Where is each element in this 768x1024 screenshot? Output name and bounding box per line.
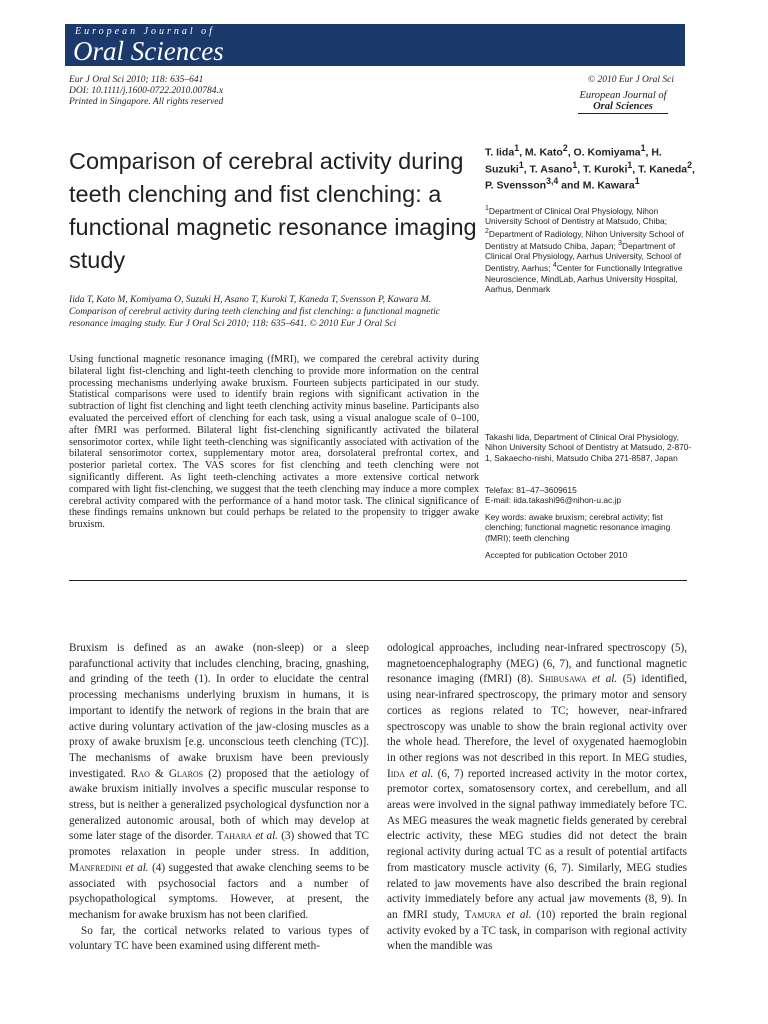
article-title: Comparison of cerebral activity during teeth clenching and fist clenching: a functional magnetic resonance imaging study (69, 148, 477, 273)
body-column-left (69, 641, 369, 955)
telefax: Telefax: 81–47–3609615 (485, 485, 577, 495)
banner-subtitle: European Journal of (75, 26, 215, 37)
journal-mini-logo (578, 90, 668, 114)
body-paragraph: Bruxism is defined as an awake (non-sleep) or a sleep parafunctional activity that includes clenching, bracing, gnashing, and grinding of the teeth (1). In order to elucidate the central processing mechanisms underlying bruxism in humans, it is important to identify the network of regions in the brain that are active during voluntary activation of the jaw-closing muscles as a proxy of awake bruxism [e.g. unconscious teeth clenching (TC)]. The mechanisms of awake bruxism have been previously investigated. Rao & Glaros (2) proposed that the aetiology of awake bruxism initially involves a specific muscular response to stress, but is neither a generalized psychological dysfunction nor a generalized autonomic arousal, both of which may develop at some later stage of the disorder. Tahara et al. (3) showed that TC promotes relaxation in people under stress. In addition, Manfredini et al. (4) suggested that awake clenching seems to be associated with psychosocial factors and a number of psychopathological symptoms. However, at present, the mechanism for awake bruxism has not been clarified. (69, 642, 370, 921)
accepted-date: Accepted for publication October 2010 (485, 550, 628, 560)
article-citation: Iida T, Kato M, Komiyama O, Suzuki H, Asano T, Kuroki T, Kaneda T, Svensson P, Kawara M. Comparison of cerebral activity during teeth clenching and fist clenching: a functional magnetic resonance imaging study. Eur J Oral Sci 2010; 118: 635–641. © 2010 Eur J Oral Sci (69, 294, 441, 329)
email-link[interactable]: E-mail: iida.takashi96@nihon-u.ac.jp (485, 495, 622, 506)
mini-logo-rule (578, 113, 668, 114)
body-paragraph: So far, the cortical networks related to various types of voluntary TC have been examined using different meth- (69, 924, 369, 953)
section-divider (69, 580, 687, 581)
copyright: © 2010 Eur J Oral Sci (587, 75, 674, 85)
author-list: T. Iida$^1$, M. Kato$^2$, O. Komiyama$^1$, H. Suzuki$^1$, T. Asano$^1$, T. Kuroki$^1$, T. Kaneda$^2$, P. Svensson$^{3,4}$ and M. Kawara$^1$ (485, 143, 695, 192)
banner-title: Oral Sciences (73, 36, 224, 66)
mini-logo-line1: European Journal of (579, 90, 667, 101)
keywords: Key words: awake bruxism; cerebral activity; fist clenching; functional magnetic resonance imaging (fMRI); teeth clenching (485, 512, 671, 543)
printed-line: Printed in Singapore. All rights reserved (69, 97, 224, 107)
body-paragraph: odological approaches, including near-infrared spectroscopy (5), magnetoencephalography (MEG) (6, 7), and functional magnetic resonance imaging (fMRI) (8). Shibusawa et al. (5) identified, using near-infrared spectroscopy, the primary motor and sensory cortices as regions related to TC; however, near-infrared spectroscopy was unable to show the brain regional activity over the whole head. Therefore, the level of oxygenated haemoglobin in other regions was not described in this report. In MEG studies, Iida et al. (6, 7) reported increased activity in the motor cortex, premotor cortex, somatosensory cortex, and cerebellum, and all areas were involved in the signal pathway immediately before TC. As MEG measures the weak magnetic fields generated by cerebral electric activity, these MEG studies did not detect the brain regional activity during actual TC as a result of potential artifacts from masticatory muscle activity (6, 7). Similarly, MEG studies related to jaw movements have also described the brain regional activity immediately before any actual jaw movements (8, 9). In an fMRI study, Tamura et al. (10) reported the brain regional activity evoked by a TC task, in comparison with regional activity when the mandible was (387, 642, 688, 953)
journal-banner (65, 24, 685, 66)
mini-logo-line2: Oral Sciences (593, 101, 653, 112)
affiliations: $^1$Department of Clinical Oral Physiology, Nihon University School of Dentistry at Matsudo, Chiba; $^2$Department of Radiology, Nihon University School of Dentistry at Matsudo Chiba, Japan; $^3$Department of Clinical Oral Physiology, Aarhus University, School of Dentistry, Aarhus; $^4$Center for Functionally Integrative Neuroscience, MindLab, Aarhus University Hospital, Aarhus, Denmark (485, 205, 684, 295)
citation-line: Eur J Oral Sci 2010; 118: 635–641 (69, 75, 204, 85)
correspondence: Takashi Iida, Department of Clinical Oral Physiology, Nihon University School of Dentistry at Matsudo, 2-870-1, Sakaecho-nishi, Matsudo Chiba 271-8587, Japan (485, 432, 692, 463)
contact-info (485, 485, 695, 506)
body-column-right (387, 641, 687, 955)
abstract: Using functional magnetic resonance imaging (fMRI), we compared the cerebral activity during bilateral light fist-clenching and light-teeth clenching to provide more information on the central processing mechanisms underlying awake bruxism. Fourteen subjects participated in our study. Statistical comparisons were used to identify brain regions with significant activation in the subtraction of light fist clenching and light teeth clenching activity minus baseline. Participants also evaluated the perceived effort of clenching for each task, using a visual analogue scale of 0–100, after fMRI was performed. Bilateral light fist-clenching significantly activated the bilateral sensorimotor cortex, while light teeth-clenching was significantly associated with activation of the bilateral sensorimotor cortex, supplementary motor area, dorsolateral prefrontal cortex, and posterior parietal cortex. The VAS scores for fist clenching and teeth clenching were not significantly different. As light teeth-clenching activates a more extensive cortical network compared with light fist-clenching, we suggest that the teeth clenching may induce a more complex cerebral activity compared with the performance of a hand motor task. The clinical significance of these findings remains unknown but could perhaps be related to the propensity to trigger awake bruxism. (69, 354, 479, 531)
doi-line: DOI: 10.1111/j.1600-0722.2010.00784.x (69, 86, 224, 96)
journal-citation (69, 75, 223, 108)
